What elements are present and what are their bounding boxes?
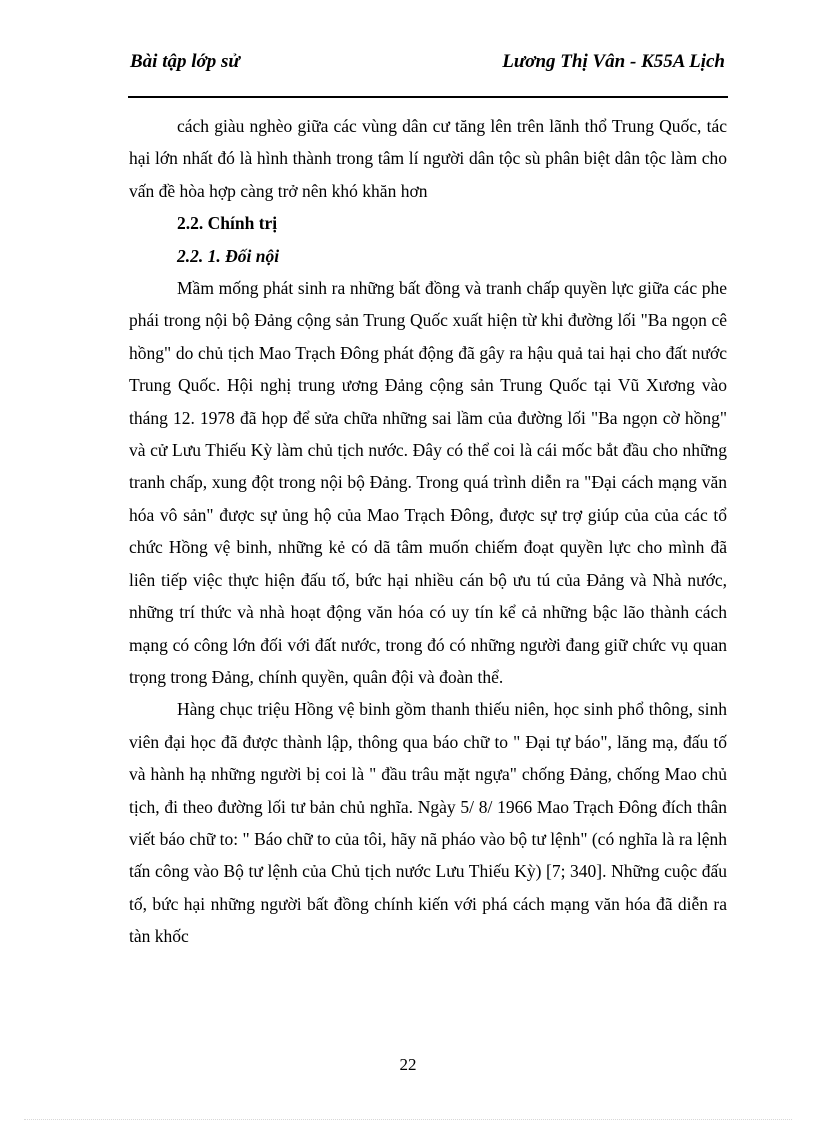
header-divider	[128, 96, 728, 98]
header-course-title: Bài tập lớp sử	[130, 51, 240, 72]
page-bottom-divider	[24, 1119, 792, 1120]
section-heading-politics: 2.2. Chính trị	[177, 213, 278, 234]
subsection-heading-domestic: 2.2. 1. Đối nội	[177, 245, 280, 266]
paragraph-power-struggle: Mầm mống phát sinh ra những bất đồng và tranh chấp quyền lực giữa các phe phái trong nội bộ Đảng cộng sản Trung Quốc xuất hiện từ khi đường lối "Ba ngọn cê hồng" do chủ tịch Mao Trạch Đông phát động đã gây ra hậu quả tai hại cho đất nước Trung Quốc. Hội nghị trung ương Đảng cộng sản Trung Quốc tại Vũ Xương vào tháng 12. 1978 đã họp để sửa chữa những sai lầm của đường lối "Ba ngọn cờ hồng" và cử Lưu Thiếu Kỳ làm chủ tịch nước. Đây có thể coi là cái mốc bắt đầu cho những tranh chấp, xung đột trong nội bộ Đảng. Trong quá trình diễn ra "Đại cách mạng văn hóa vô sản" được sự ủng hộ của Mao Trạch Đông, được sự trợ giúp của của các tổ chức Hồng vệ binh, những kẻ có dã tâm muốn chiếm đoạt quyền lực cho mình đã liên tiếp việc thực hiện đấu tố, bức hại nhiều cán bộ ưu tú của Đảng và Nhà nước, những trí thức và nhà hoạt động văn hóa có uy tín kể cả những bậc lão thành cách mạng có công lớn đối với đất nước, trong đó có những người đang giữ chức vụ quan trọng trong Đảng, chính quyền, quân đội và đoàn thể.	[129, 278, 727, 687]
page-number: 22	[399, 1055, 417, 1074]
paragraph-red-guards: Hàng chục triệu Hồng vệ binh gồm thanh thiếu niên, học sinh phổ thông, sinh viên đại học đã được thành lập, thông qua báo chữ to " Đại tự báo", lăng mạ, đấu tố và hành hạ những người bị coi là " đầu trâu mặt ngựa" chống Đảng, chống Mao chủ tịch, đi theo đường lối tư bản chủ nghĩa. Ngày 5/ 8/ 1966 Mao Trạch Đông đích thân viết báo chữ to: " Báo chữ to của tôi, hãy nã pháo vào bộ tư lệnh" (có nghĩa là ra lệnh tấn công vào Bộ tư lệnh của Chủ tịch nước Lưu Thiếu Kỳ) [7; 340]. Những cuộc đấu tố, bức hại những người bất đồng chính kiến với phá cách mạng văn hóa đã diễn ra tàn khốc	[129, 699, 727, 947]
page-body	[129, 110, 727, 953]
paragraph-intro: cách giàu nghèo giữa các vùng dân cư tăng lên trên lãnh thổ Trung Quốc, tác hại lớn nhất đó là hình thành trong tâm lí người dân tộc sù phân biệt dân tộc làm cho vấn đề hòa hợp càng trở nên khó khăn hơn	[129, 116, 727, 201]
header-author: Lương Thị Vân - K55A Lịch	[502, 51, 725, 72]
